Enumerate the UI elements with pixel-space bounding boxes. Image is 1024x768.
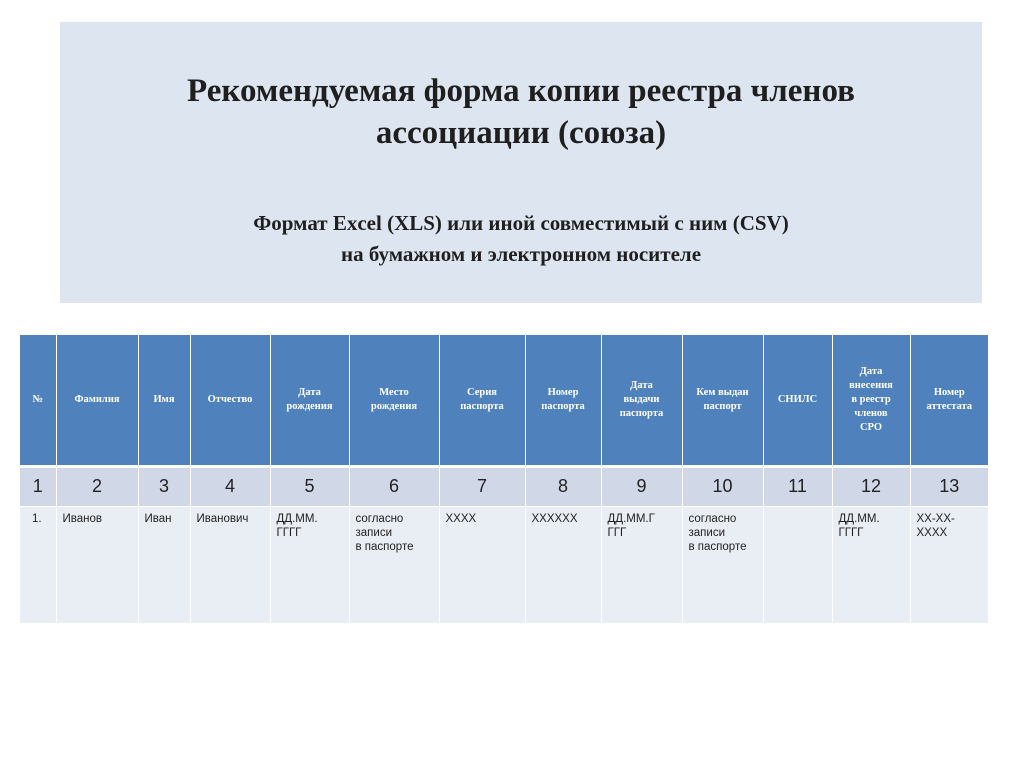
table-cell-11 [763, 506, 832, 623]
table-cell-line: ДД.ММ. [276, 512, 318, 525]
column-header-line: Дата [859, 365, 883, 377]
table-cell-9 [601, 506, 682, 623]
table-cell-line: согласно [688, 512, 737, 525]
slide-title-line-2: ассоциации (союза) [375, 115, 667, 151]
table-cell-line: ГГГГ [838, 526, 864, 539]
column-header-line: паспорта [619, 407, 664, 419]
column-number-6: 6 [349, 466, 439, 506]
column-header-line: Отчество [207, 393, 253, 405]
column-number-5: 5 [270, 466, 349, 506]
table-cell-line: Иванов [62, 512, 102, 525]
column-header-1 [20, 335, 56, 466]
column-header-line: Дата [630, 379, 653, 391]
column-header-10 [682, 335, 763, 466]
column-number-9: 9 [601, 466, 682, 506]
table-cell-3 [138, 506, 190, 623]
table-row [20, 506, 988, 623]
table-cell-line: ДД.ММ. [838, 512, 880, 525]
column-header-line: рождения [370, 400, 418, 412]
table-cell-line: ДД.ММ.Г [607, 512, 655, 525]
registry-table [20, 335, 988, 623]
table-cell-line: ХХХХ [916, 526, 948, 539]
column-header-line: Место [379, 386, 409, 398]
table-cell-line: записи [688, 526, 725, 539]
table-cell-10 [682, 506, 763, 623]
column-header-line: № [32, 393, 44, 405]
table-cell-1 [20, 506, 56, 623]
table-cell-4 [190, 506, 270, 623]
header-row [20, 335, 988, 466]
slide-subtitle-line-2: на бумажном и электронном носителе [340, 242, 702, 266]
column-header-line: Номер [547, 386, 579, 398]
column-header-line: СНИЛС [777, 393, 818, 405]
table-cell-line: ГГГГ [276, 526, 302, 539]
table-cell-line: ХХХХ [445, 512, 477, 525]
column-header-5 [270, 335, 349, 466]
column-header-12 [832, 335, 910, 466]
table-cell-line: Иван [144, 512, 172, 525]
table-cell-line: записи [355, 526, 392, 539]
table-cell-line: согласно [355, 512, 404, 525]
column-header-line: выдачи [623, 393, 660, 405]
column-number-2: 2 [56, 466, 138, 506]
column-header-line: Номер [933, 386, 965, 398]
table-cell-8 [525, 506, 601, 623]
column-number-10: 10 [682, 466, 763, 506]
table-cell-line: в паспорте [688, 540, 747, 553]
column-number-13: 13 [910, 466, 988, 506]
column-header-line: паспорта [460, 400, 504, 412]
column-header-line: аттестата [926, 400, 973, 412]
table-cell-line: Иванович [196, 512, 249, 525]
title-box [60, 22, 982, 303]
column-header-line: паспорта [541, 400, 585, 412]
column-header-9 [601, 335, 682, 466]
column-header-line: СРО [859, 421, 883, 433]
column-header-line: Фамилия [74, 393, 120, 405]
column-header-8 [525, 335, 601, 466]
column-header-7 [439, 335, 525, 466]
column-number-4: 4 [190, 466, 270, 506]
table-cell-line: ХХХХХХ [531, 512, 578, 525]
table-cell-line: 1. [32, 512, 42, 525]
column-header-line: внесения [849, 379, 893, 391]
column-number-3: 3 [138, 466, 190, 506]
table-cell-13 [910, 506, 988, 623]
slide-title [60, 70, 982, 154]
column-number-11: 11 [763, 466, 832, 506]
table-cell-6 [349, 506, 439, 623]
slide-title-line-1: Рекомендуемая форма копии реестра членов [187, 73, 855, 109]
column-number-row [20, 466, 988, 506]
table-cell-line: в паспорте [355, 540, 414, 553]
table-cell-12 [832, 506, 910, 623]
table-cell-5 [270, 506, 349, 623]
column-header-6 [349, 335, 439, 466]
column-header-line: Серия [467, 386, 497, 398]
column-header-13 [910, 335, 988, 466]
column-header-line: Дата [298, 386, 321, 398]
slide-subtitle [60, 208, 982, 270]
table-cell-line: ГГГ [607, 526, 627, 539]
column-header-line: Имя [153, 393, 175, 405]
column-number-1: 1 [20, 466, 56, 506]
table-cell-2 [56, 506, 138, 623]
table-cell-line: ХХ-ХХ- [916, 512, 955, 525]
column-header-line: в реестр [851, 393, 891, 405]
column-number-12: 12 [832, 466, 910, 506]
column-header-line: рождения [286, 400, 333, 412]
column-header-line: паспорт [703, 400, 742, 412]
column-header-line: Кем выдан [696, 386, 749, 398]
column-number-7: 7 [439, 466, 525, 506]
column-header-2 [56, 335, 138, 466]
column-header-4 [190, 335, 270, 466]
table-cell-7 [439, 506, 525, 623]
column-header-11 [763, 335, 832, 466]
column-header-line: членов [854, 407, 888, 419]
column-header-3 [138, 335, 190, 466]
slide-subtitle-line-1: Формат Excel (XLS) или иной совместимый с ним (CSV) [253, 211, 789, 235]
column-number-8: 8 [525, 466, 601, 506]
